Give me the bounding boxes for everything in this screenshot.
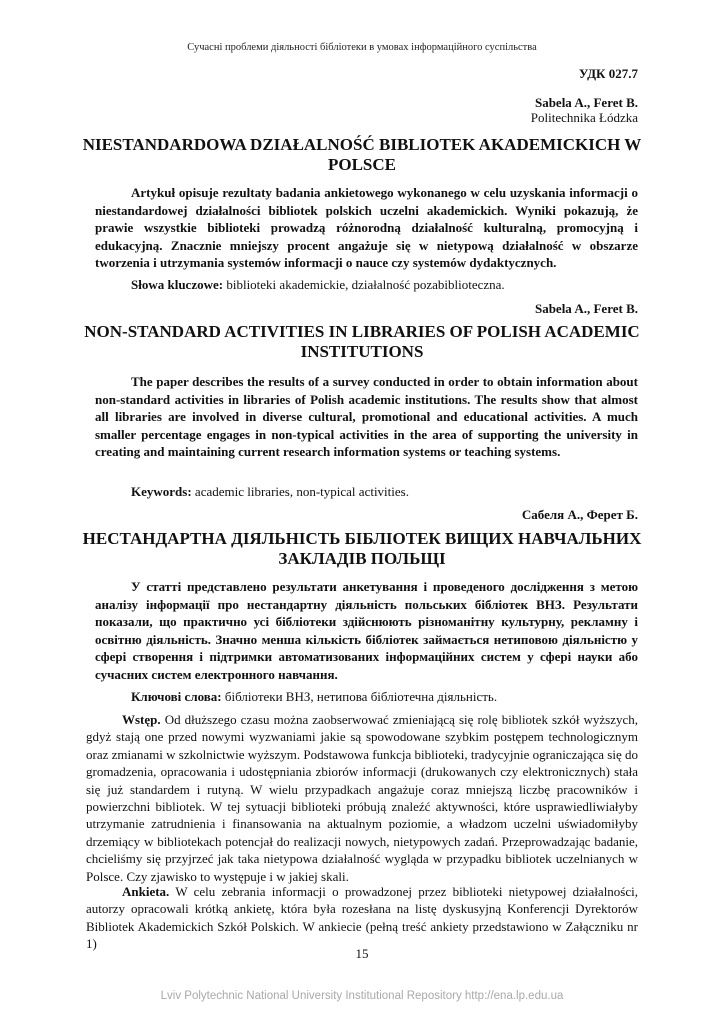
running-header: Сучасні проблеми діяльності бібліотеки в умовах інформаційного суспільства bbox=[187, 42, 537, 53]
keywords-ukrainian bbox=[131, 689, 497, 705]
authors-english: Sabela A., Feret B. bbox=[534, 301, 638, 316]
title-ukrainian: НЕСТАНДАРТНА ДІЯЛЬНІСТЬ БІБЛІОТЕК ВИЩИХ НАВЧАЛЬНИХ ЗАКЛАДІВ ПОЛЬЩІ bbox=[82, 529, 642, 568]
paragraph-text: W celu zebrania informacji o prowadzonej przez biblioteki nietypowej działalności, autorzy opracowali krótką ankietę, która była rozesłana na listę dyskusyjną Konferencji Dyrektorów Bibliotek Akademickich Szkół Polskich. W ankiecie (pełną treść ankiety przedstawiono w Załączniku nr 1) bbox=[86, 884, 638, 952]
keywords-text: biblioteki akademickie, działalność pozabiblioteczna. bbox=[223, 277, 505, 292]
abstract-english: The paper describes the results of a survey conducted in order to obtain information about non-standard activities in libraries of Polish academic institutions. The results show that almost all libraries are involved in diverse cultural, promotional and educational activities. A much smaller percentage engages in non-typical activities in the area of supporting the university in creating and maintaining current research information systems or teaching systems. bbox=[95, 374, 638, 460]
repository-footer: Lviv Polytechnic National University Institutional Repository http://ena.lp.edu.ua bbox=[160, 990, 564, 1002]
keywords-english bbox=[131, 484, 409, 500]
paragraph-text: Od dłuższego czasu można zaobserwować zmieniającą się rolę bibliotek szkół wyższych, gdyż stają one przed nowymi wyzwaniami jakie są spowodowane szybkim postępem technologicznym oraz zmianami w szkolnictwie wyższym. Podstawowa funkcja biblioteki, tradycyjnie ograniczająca się do gromadzenia, opracowania i udostępniania zbiorów informacji (drukowanych czy elektronicznych) stała się już standardem i rutyną. W wielu przypadkach angażuje coraz mniejszą liczbę pracowników i powierzchni bibliotek. W tej sytuacji biblioteki próbują znaleźć aktywności, które usprawiedliwiałyby utrzymanie zatrudnienia i finansowania na aktualnym poziomie, a władzom uczelni uświadomiłyby drzemiący w bibliotekach potencjał do realizacji nowych, nietypowych zadań. Przeprowadzając badanie, chcieliśmy się przyjrzeć jak taka nietypowa działalność wygląda w przypadku bibliotek uczelnianych w Polsce. Czy zjawisko to występuje i w jakiej skali. bbox=[86, 712, 638, 884]
keywords-polish bbox=[131, 277, 505, 293]
paragraph-lead: Wstęp. bbox=[122, 712, 161, 727]
keywords-label: Keywords: bbox=[131, 484, 192, 499]
body-paragraph-survey bbox=[86, 883, 638, 953]
abstract-polish: Artykuł opisuje rezultaty badania ankietowego wykonanego w celu uzyskania informacji o niestandardowej działalności bibliotek polskich uczelni akademickich. Wyniki pokazują, że prawie wszystkie biblioteki prowadzą różnorodną działalność kulturalną, promocyjną i edukacyjną. Znacznie mniejszy procent angażuje się w nietypową działalność w obszarze tworzenia i utrzymania systemów informacji o nauce czy systemów dydaktycznych. bbox=[95, 185, 638, 271]
authors-polish: Sabela A., Feret B. bbox=[534, 95, 638, 110]
page-number: 15 bbox=[355, 946, 369, 961]
paragraph-lead: Ankieta. bbox=[122, 884, 170, 899]
title-english: NON-STANDARD ACTIVITIES IN LIBRARIES OF POLISH ACADEMIC INSTITUTIONS bbox=[84, 322, 640, 361]
keywords-text: бібліотеки ВНЗ, нетипова бібліотечна діяльність. bbox=[221, 689, 498, 704]
keywords-text: academic libraries, non-typical activities. bbox=[191, 484, 409, 499]
authors-ukrainian: Сабеля А., Ферет Б. bbox=[521, 507, 638, 522]
abstract-ukrainian: У статті представлено результати анкетування і проведеного дослідження з метою аналізу інформації про нестандартну діяльність польських бібліотек ВНЗ. Результати показали, що практично усі бібліотеки здійснюють різноманітну культурну, рекламну і освітню діяльність. Значно менша кількість бібліотек займається нетиповою діяльністю у сфері створення і підтримки автоматизованих інформаційних систем у сфері науки або сучасних систем електронного навчання. bbox=[95, 579, 638, 682]
affiliation: Politechnika Łódzka bbox=[530, 110, 638, 125]
body-paragraph-introduction bbox=[86, 711, 638, 885]
title-polish: NIESTANDARDOWA DZIAŁALNOŚĆ BIBLIOTEK AKADEMICKICH W POLSCE bbox=[82, 135, 642, 174]
keywords-label: Słowa kluczowe: bbox=[131, 277, 224, 292]
keywords-label: Ключові слова: bbox=[131, 689, 222, 704]
udc-code: УДК 027.7 bbox=[578, 66, 638, 81]
